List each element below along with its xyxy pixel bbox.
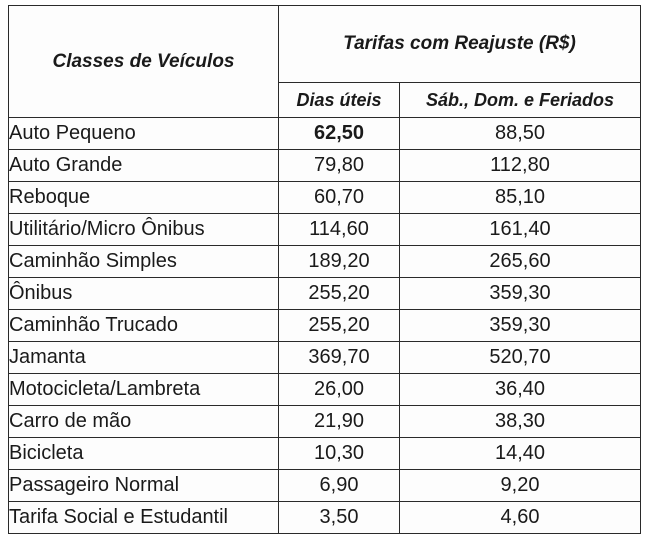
vehicle-class-cell: Auto Pequeno bbox=[9, 118, 279, 150]
vehicle-class-cell: Auto Grande bbox=[9, 150, 279, 182]
vehicle-class-cell: Bicicleta bbox=[9, 438, 279, 470]
weekend-tariff-cell: 520,70 bbox=[400, 342, 641, 374]
header-vehicle-classes: Classes de Veículos bbox=[9, 6, 279, 118]
vehicle-class-cell: Utilitário/Micro Ônibus bbox=[9, 214, 279, 246]
header-weekends-holidays: Sáb., Dom. e Feriados bbox=[400, 83, 641, 118]
weekend-tariff-cell: 112,80 bbox=[400, 150, 641, 182]
vehicle-class-cell: Carro de mão bbox=[9, 406, 279, 438]
weekday-tariff-cell: 60,70 bbox=[279, 182, 400, 214]
weekend-tariff-cell: 359,30 bbox=[400, 310, 641, 342]
table-row bbox=[9, 406, 641, 438]
weekday-tariff-cell: 255,20 bbox=[279, 310, 400, 342]
table-header bbox=[9, 6, 641, 118]
weekday-tariff-cell: 21,90 bbox=[279, 406, 400, 438]
table-body bbox=[9, 118, 641, 534]
weekend-tariff-cell: 14,40 bbox=[400, 438, 641, 470]
header-weekdays: Dias úteis bbox=[279, 83, 400, 118]
table-row bbox=[9, 438, 641, 470]
weekday-tariff-cell: 10,30 bbox=[279, 438, 400, 470]
tariff-table bbox=[8, 5, 641, 534]
weekend-tariff-cell: 9,20 bbox=[400, 470, 641, 502]
weekend-tariff-cell: 265,60 bbox=[400, 246, 641, 278]
vehicle-class-cell: Reboque bbox=[9, 182, 279, 214]
weekend-tariff-cell: 38,30 bbox=[400, 406, 641, 438]
weekday-tariff-cell: 3,50 bbox=[279, 502, 400, 534]
weekend-tariff-cell: 4,60 bbox=[400, 502, 641, 534]
weekday-tariff-cell: 255,20 bbox=[279, 278, 400, 310]
table-row bbox=[9, 246, 641, 278]
vehicle-class-cell: Caminhão Simples bbox=[9, 246, 279, 278]
table-row bbox=[9, 214, 641, 246]
weekday-tariff-cell: 6,90 bbox=[279, 470, 400, 502]
weekend-tariff-cell: 88,50 bbox=[400, 118, 641, 150]
table-row bbox=[9, 310, 641, 342]
table-row bbox=[9, 118, 641, 150]
table-row bbox=[9, 374, 641, 406]
weekday-tariff-cell: 62,50 bbox=[279, 118, 400, 150]
weekend-tariff-cell: 85,10 bbox=[400, 182, 641, 214]
table-row bbox=[9, 278, 641, 310]
weekday-tariff-cell: 79,80 bbox=[279, 150, 400, 182]
weekday-tariff-cell: 369,70 bbox=[279, 342, 400, 374]
weekday-tariff-cell: 26,00 bbox=[279, 374, 400, 406]
table-row bbox=[9, 502, 641, 534]
document-sheet bbox=[8, 5, 640, 533]
weekend-tariff-cell: 36,40 bbox=[400, 374, 641, 406]
weekend-tariff-cell: 359,30 bbox=[400, 278, 641, 310]
table-row bbox=[9, 342, 641, 374]
table-row bbox=[9, 150, 641, 182]
weekday-tariff-cell: 114,60 bbox=[279, 214, 400, 246]
header-tariffs: Tarifas com Reajuste (R$) bbox=[279, 6, 641, 83]
table-row bbox=[9, 182, 641, 214]
table-row bbox=[9, 470, 641, 502]
weekday-tariff-cell: 189,20 bbox=[279, 246, 400, 278]
vehicle-class-cell: Jamanta bbox=[9, 342, 279, 374]
vehicle-class-cell: Motocicleta/Lambreta bbox=[9, 374, 279, 406]
vehicle-class-cell: Caminhão Trucado bbox=[9, 310, 279, 342]
vehicle-class-cell: Tarifa Social e Estudantil bbox=[9, 502, 279, 534]
vehicle-class-cell: Ônibus bbox=[9, 278, 279, 310]
weekend-tariff-cell: 161,40 bbox=[400, 214, 641, 246]
vehicle-class-cell: Passageiro Normal bbox=[9, 470, 279, 502]
